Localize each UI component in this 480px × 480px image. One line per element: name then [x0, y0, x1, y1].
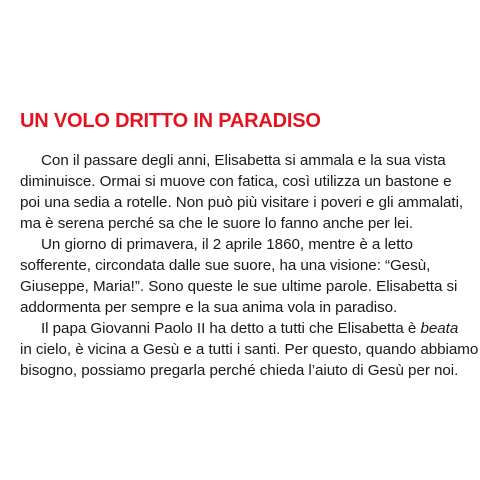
- text-line: [20, 318, 468, 339]
- text-line: sofferente, circondata dalle sue suore, ha una visione: “Gesù,: [20, 257, 431, 274]
- text-line: Un giorno di primavera, il 2 aprile 1860, mentre è a letto: [41, 236, 413, 253]
- text-segment: Il papa Giovanni Paolo II ha detto a tutti che Elisabetta è: [41, 320, 421, 337]
- paragraph-2: [20, 234, 468, 318]
- section-heading: UN VOLO DRITTO IN PARADISO: [20, 110, 321, 132]
- text-line: addormenta per sempre e la sua anima vola in paradiso.: [20, 299, 398, 316]
- text-line: ma è serena perché sa che le suore lo fanno anche per lei.: [20, 215, 414, 232]
- text-line: Con il passare degli anni, Elisabetta si ammala e la sua vista: [41, 152, 446, 169]
- text-line: in cielo, è vicina a Gesù e a tutti i santi. Per questo, quando abbiamo: [20, 341, 479, 358]
- text-line: poi una sedia a rotelle. Non può più visitare i poveri e gli ammalati,: [20, 194, 464, 211]
- body-text: [20, 150, 479, 381]
- paragraph-3: [20, 318, 479, 381]
- paragraph-1: [20, 150, 468, 234]
- text-line: bisogno, possiamo pregarla perché chieda l’aiuto di Gesù per noi.: [20, 362, 459, 379]
- text-line: Giuseppe, Maria!”. Sono queste le sue ultime parole. Elisabetta si: [20, 278, 458, 295]
- text-line: diminuisce. Ormai si muove con fatica, così utilizza un bastone e: [20, 173, 452, 190]
- italic-word: beata: [420, 320, 459, 337]
